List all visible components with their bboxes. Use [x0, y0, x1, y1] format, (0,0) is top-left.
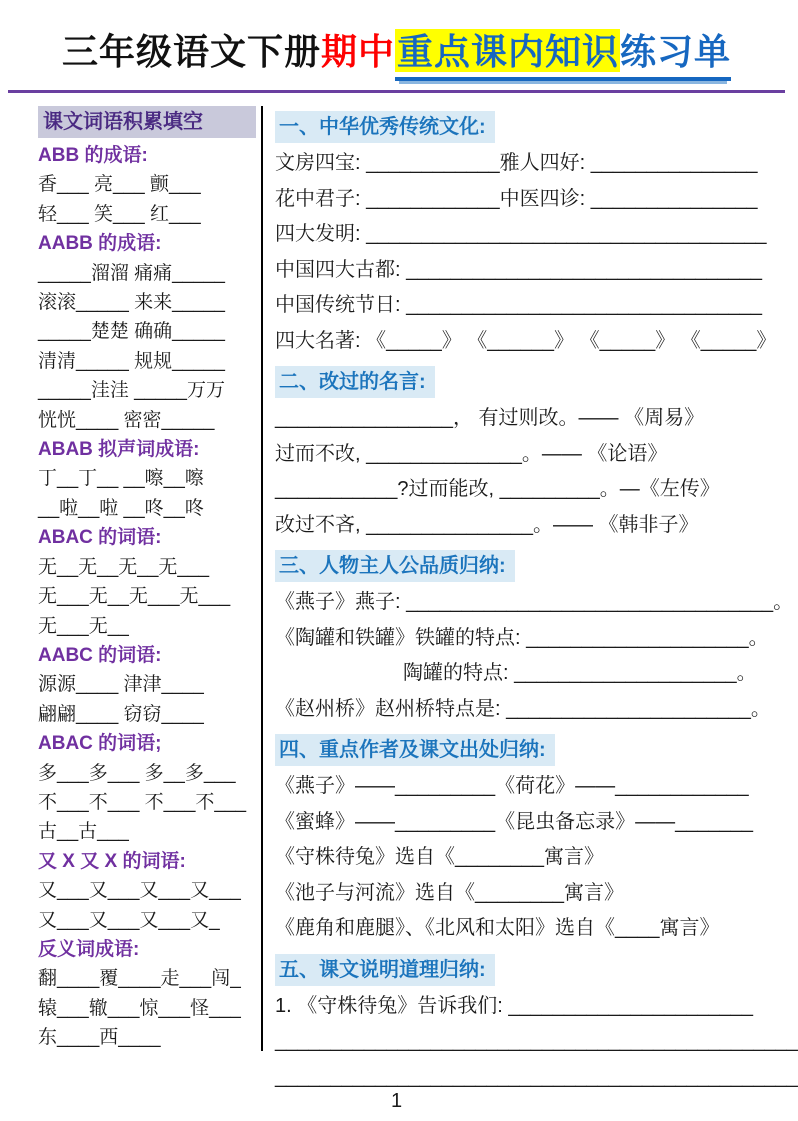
- fill-blank-row: 翻____覆____走___闯_: [38, 968, 241, 990]
- section-header: 三、人物主人公品质归纳:: [275, 550, 515, 582]
- section-header: 四、重点作者及课文出处归纳:: [275, 734, 555, 766]
- fill-blank-row: 清清_____ 规规_____: [38, 350, 225, 372]
- fill-blank-row: 恍恍____ 密密_____: [38, 409, 215, 431]
- content-area: [0, 93, 798, 1088]
- fill-blank-row: 丁__丁__ __嚓__嚓: [38, 468, 204, 490]
- fill-blank-row: 东____西____: [38, 1027, 161, 1049]
- fill-blank-row: 滚滚_____ 来来_____: [38, 292, 225, 314]
- fill-blank-line: 《赵州桥》赵州桥特点是: ______________________。: [275, 697, 771, 720]
- fill-blank-row: 源源____ 津津____: [38, 674, 204, 696]
- category-label: ABB 的成语:: [38, 145, 148, 166]
- title-grade-part: 三年级语文下册: [61, 31, 321, 72]
- fill-blank-line: 四大发明: ____________________________________: [275, 223, 767, 245]
- column-divider: [261, 106, 263, 1051]
- section-header: 二、改过的名言:: [275, 366, 435, 398]
- fill-blank-line: 《鹿角和鹿腿》、《北风和太阳》选自《____寓言》: [275, 917, 720, 939]
- category-label: AABB 的成语:: [38, 233, 162, 255]
- fill-blank-line: _______________________________________________: [275, 1030, 798, 1052]
- fill-blank-line: ___________?过而能改, _________。—《左传》: [275, 478, 720, 500]
- fill-blank-row: __啦__啦 __咚__咚: [38, 497, 204, 519]
- fill-blank-line: 文房四宝: ____________雅人四好: _______________: [275, 152, 758, 174]
- fill-blank-line: 《燕子》——_________《荷花》——____________: [275, 775, 749, 797]
- fill-blank-line: 《燕子》燕子: _________________________________。: [275, 591, 794, 613]
- fill-blank-row: 轻___ 笑___ 红___: [38, 203, 201, 225]
- fill-blank-line: 《陶罐和铁罐》铁罐的特点: ____________________。: [275, 626, 769, 649]
- title-midterm-part: 期中: [320, 31, 395, 72]
- worksheet-section: [275, 545, 798, 727]
- fill-blank-line: 陶罐的特点: ____________________。: [403, 662, 757, 684]
- left-column-header: 课文词语积累填空: [38, 106, 256, 138]
- fill-blank-line: 中国传统节日: ________________________________: [275, 294, 763, 316]
- title-underlined-group: [395, 24, 731, 81]
- fill-blank-row: _____洼洼 _____万万: [38, 380, 225, 402]
- title-highlighted-part: 重点课内知识: [397, 31, 620, 72]
- section-header: 五、课文说明道理归纳:: [275, 954, 495, 986]
- left-rows-container: [38, 141, 256, 1053]
- section-header: 一、中华优秀传统文化:: [275, 111, 495, 143]
- fill-blank-line: 1. 《守株待兔》告诉我们: ______________________: [275, 994, 754, 1017]
- fill-blank-row: _____溜溜 痛痛_____: [38, 262, 225, 284]
- fill-blank-row: 无___无__: [38, 615, 129, 637]
- fill-blank-line: 花中君子: ____________中医四诊: _______________: [275, 187, 758, 210]
- fill-blank-line: 四大名著: 《_____》 《______》 《_____》 《_____》: [275, 329, 777, 352]
- fill-blank-row: 无__无__无__无___: [38, 556, 210, 578]
- fill-blank-row: _____楚楚 确确_____: [38, 321, 225, 343]
- worksheet-section: [275, 949, 798, 1096]
- category-label: ABAC 的词语;: [38, 733, 162, 755]
- page-number: 1: [390, 1090, 403, 1112]
- category-label: 反义词成语:: [38, 938, 140, 960]
- page-title: [0, 0, 793, 81]
- sections-column: [270, 106, 798, 1088]
- fill-blank-line: ________________， 有过则改。—— 《周易》: [275, 407, 705, 429]
- fill-blank-row: 香___ 亮___ 颤___: [38, 174, 201, 196]
- fill-blank-row: 又___又___又___又___: [38, 880, 241, 902]
- worksheet-section: [275, 106, 798, 359]
- worksheet-section: [275, 361, 798, 543]
- word-accumulation-column: [38, 106, 256, 1055]
- category-label: 又 X 又 X 的词语:: [38, 850, 186, 872]
- fill-blank-row: 无___无__无___无___: [38, 586, 231, 608]
- fill-blank-line: 中国四大古都: ________________________________: [275, 258, 763, 281]
- fill-blank-row: 多___多___ 多__多___: [38, 762, 236, 784]
- fill-blank-row: 翩翩____ 窃窃____: [38, 703, 204, 725]
- fill-blank-line: 改过不吝, _______________。—— 《韩非子》: [275, 513, 699, 536]
- fill-blank-row: 辕___辙___惊___怪___: [38, 997, 241, 1019]
- category-label: ABAB 拟声词成语:: [38, 439, 200, 461]
- worksheet-section: [275, 729, 798, 947]
- fill-blank-row: 又___又___又___又_: [38, 909, 220, 931]
- fill-blank-line: 《蜜蜂》——_________《昆虫备忘录》——_______: [275, 810, 753, 833]
- title-worksheet-part: 练习单: [620, 31, 732, 72]
- fill-blank-line: 《守株待兔》选自《________寓言》: [275, 846, 604, 868]
- fill-blank-row: 古__古___: [38, 821, 129, 843]
- fill-blank-line: 过而不改, ______________。—— 《论语》: [275, 442, 668, 465]
- fill-blank-line: 《池子与河流》选自《________寓言》: [275, 881, 624, 904]
- category-label: AABC 的词语:: [38, 644, 162, 666]
- fill-blank-line: _______________________________________________: [275, 1065, 798, 1088]
- category-label: ABAC 的词语:: [38, 527, 162, 549]
- fill-blank-row: 不___不___ 不___不___: [38, 791, 247, 813]
